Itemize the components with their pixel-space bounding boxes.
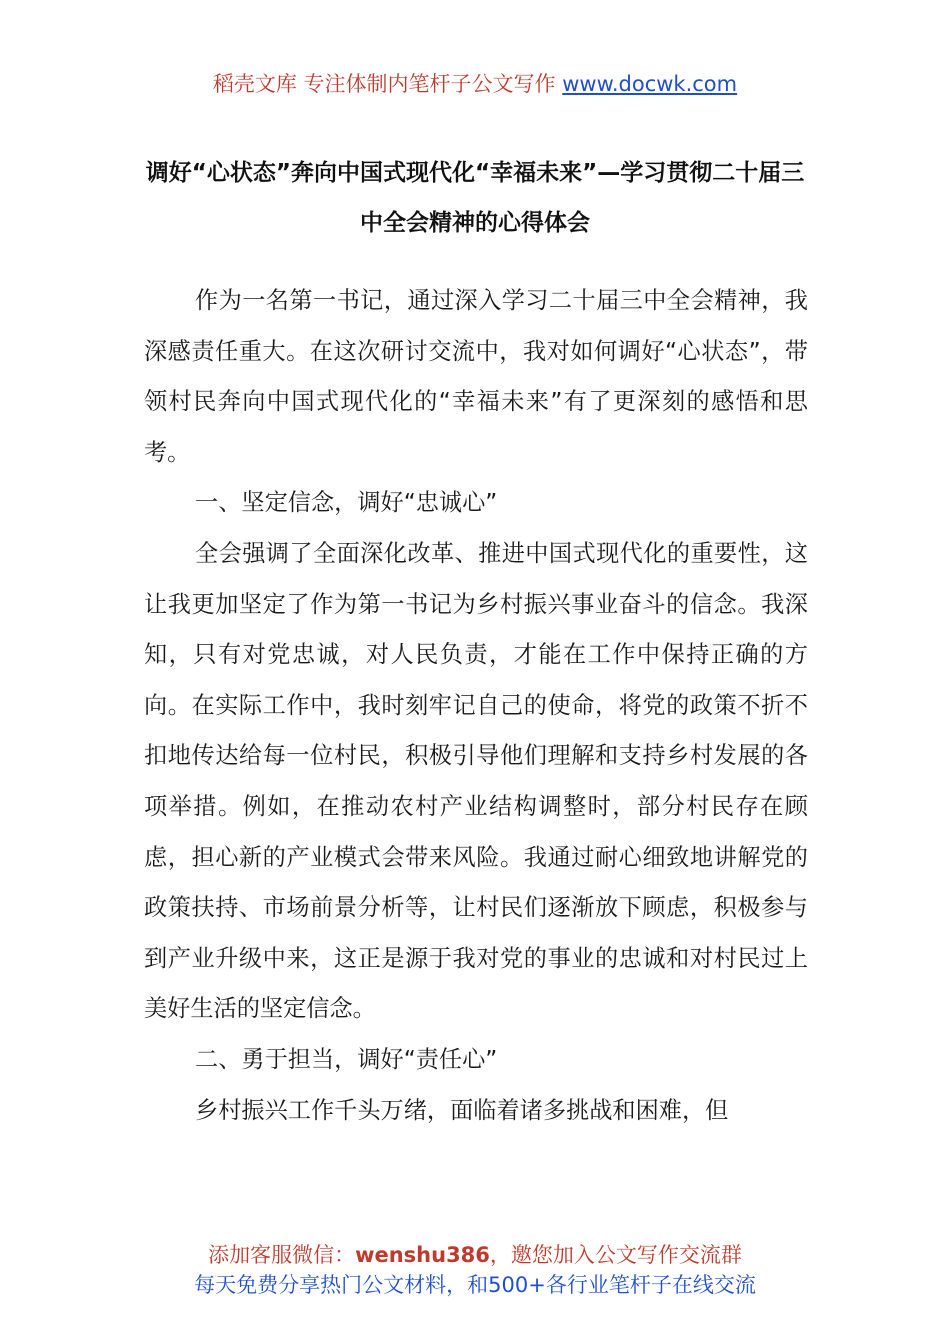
wechat-id: wenshu386 — [355, 1243, 490, 1267]
footer-contact-line — [0, 1240, 950, 1270]
document-body — [144, 276, 808, 1136]
paragraph-section-1: 全会强调了全面深化改革、推进中国式现代化的重要性，这让我更加坚定了作为第一书记为乡村振兴事业奋斗的信念。我深知，只有对党忠诚，对人民负责，才能在工作中保持正确的方向。在实际工作中，我时刻牢记自己的使命，将党的政策不折不扣地传达给每一位村民，积极引导他们理解和支持乡村发展的各项举措。例如，在推动农村产业结构调整时，部分村民存在顾虑，担心新的产业模式会带来风险。我通过耐心细致地讲解党的政策扶持、市场前景分析等，让村民们逐渐放下顾虑，积极参与到产业升级中来，这正是源于我对党的事业的忠诚和对村民过上美好生活的坚定信念。 — [144, 539, 808, 1023]
footer-promo-line: 每天免费分享热门公文材料，和500+各行业笔杆子在线交流 — [194, 1273, 756, 1297]
document-title: 调好“心状态”奔向中国式现代化“幸福未来”—学习贯彻二十届三中全会精神的心得体会 — [145, 160, 805, 236]
site-footer — [0, 1240, 950, 1300]
paragraph-intro: 作为一名第一书记，通过深入学习二十届三中全会精神，我深感责任重大。在这次研讨交流中，我对如何调好“心状态”，带领村民奔向中国式现代化的“幸福未来”有了更深刻的感悟和思考。 — [144, 287, 808, 466]
site-link[interactable]: www.docwk.com — [562, 72, 738, 96]
section-heading-2: 二、勇于担当，调好“责任心” — [195, 1045, 498, 1073]
paragraph-section-2: 乡村振兴工作千头万绪，面临着诸多挑战和困难，但 — [195, 1096, 729, 1124]
site-header — [0, 66, 950, 102]
brand-slogan: 稻壳文库 专注体制内笔杆子公文写作 — [212, 72, 556, 96]
section-heading-1: 一、坚定信念，调好“忠诚心” — [195, 489, 498, 517]
footer-contact-suffix: ，邀您加入公文写作交流群 — [489, 1243, 742, 1267]
footer-contact-prefix: 添加客服微信： — [208, 1243, 356, 1267]
